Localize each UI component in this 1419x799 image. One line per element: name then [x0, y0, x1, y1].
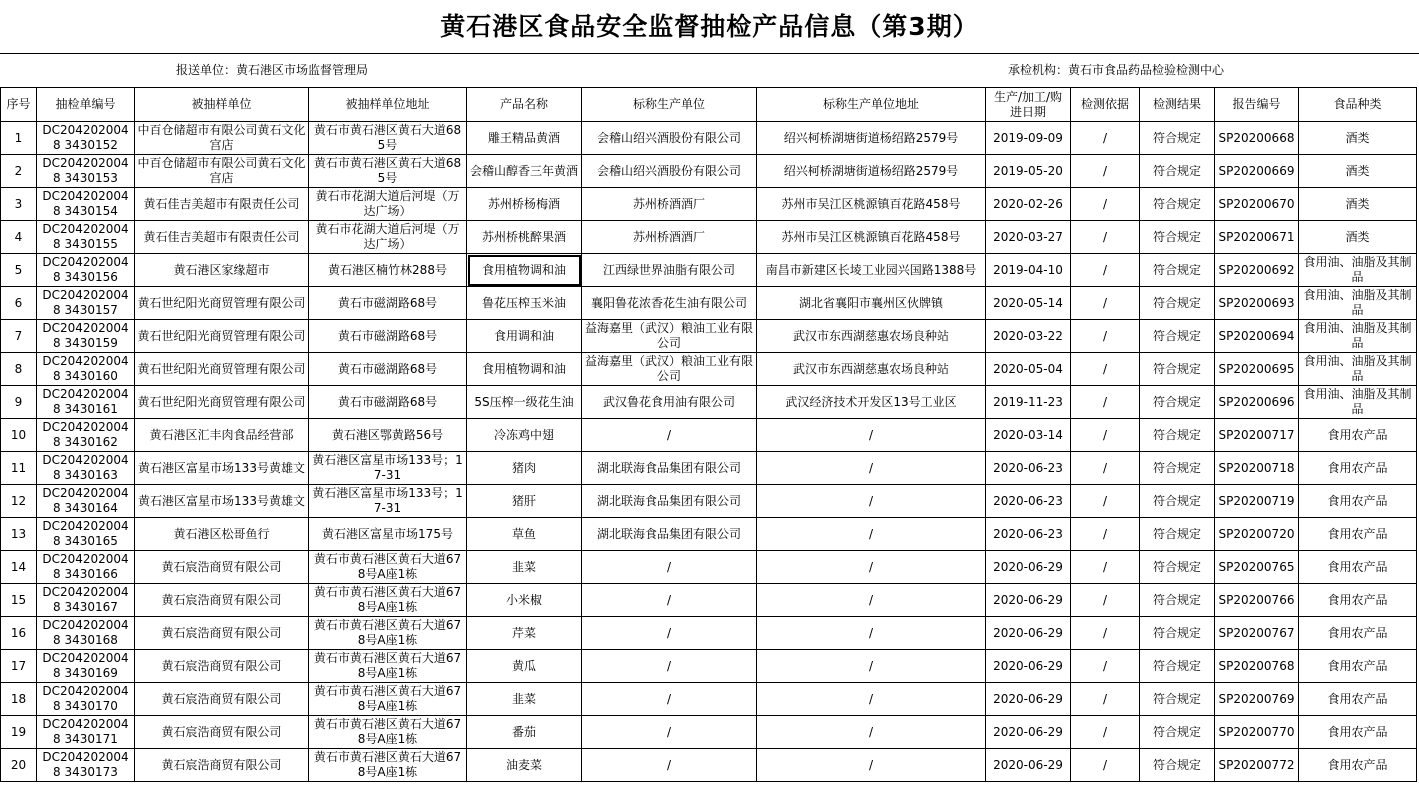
- column-header[interactable]: 标称生产单位: [582, 88, 757, 122]
- column-header[interactable]: 报告编号: [1215, 88, 1299, 122]
- table-cell[interactable]: 20: [1, 749, 37, 782]
- table-cell[interactable]: 黄石宸浩商贸有限公司: [135, 716, 309, 749]
- table-cell[interactable]: 会稽山醇香三年黄酒: [467, 155, 582, 188]
- table-cell[interactable]: 武汉市东西湖慈惠农场良种站: [757, 353, 986, 386]
- table-cell[interactable]: SP20200772: [1215, 749, 1299, 782]
- table-row: [1, 518, 1417, 551]
- table-cell[interactable]: 符合规定: [1140, 452, 1215, 485]
- table-cell[interactable]: SP20200668: [1215, 122, 1299, 155]
- table-cell[interactable]: 食用油、油脂及其制品: [1299, 254, 1417, 287]
- table-cell[interactable]: 中百仓储超市有限公司黄石文化宫店: [135, 155, 309, 188]
- table-cell[interactable]: 符合规定: [1140, 419, 1215, 452]
- table-cell[interactable]: 符合规定: [1140, 485, 1215, 518]
- table-cell[interactable]: 2019-11-23: [986, 386, 1071, 419]
- table-cell[interactable]: 食用农产品: [1299, 749, 1417, 782]
- table-cell[interactable]: DC2042020048 3430173: [37, 749, 135, 782]
- table-cell[interactable]: 襄阳鲁花浓香花生油有限公司: [582, 287, 757, 320]
- table-cell[interactable]: 符合规定: [1140, 122, 1215, 155]
- table-cell[interactable]: 黄石市黄石港区黄石大道678号A座1栋: [309, 683, 467, 716]
- table-cell[interactable]: /: [582, 419, 757, 452]
- table-cell[interactable]: 酒类: [1299, 188, 1417, 221]
- table-cell[interactable]: /: [757, 716, 986, 749]
- table-cell[interactable]: 8: [1, 353, 37, 386]
- table-cell[interactable]: 黄石市磁湖路68号: [309, 320, 467, 353]
- column-header[interactable]: 产品名称: [467, 88, 582, 122]
- table-cell[interactable]: 黄石港区松哥鱼行: [135, 518, 309, 551]
- table-cell[interactable]: 15: [1, 584, 37, 617]
- table-cell[interactable]: 16: [1, 617, 37, 650]
- table-cell[interactable]: 2020-06-29: [986, 749, 1071, 782]
- table-cell[interactable]: SP20200770: [1215, 716, 1299, 749]
- table-cell[interactable]: 食用植物调和油: [467, 254, 582, 287]
- table-row: [1, 221, 1417, 254]
- table-cell[interactable]: 18: [1, 683, 37, 716]
- table-cell[interactable]: SP20200765: [1215, 551, 1299, 584]
- table-cell[interactable]: 草鱼: [467, 518, 582, 551]
- table-cell[interactable]: /: [1071, 386, 1140, 419]
- table-cell[interactable]: 5: [1, 254, 37, 287]
- table-cell[interactable]: SP20200696: [1215, 386, 1299, 419]
- table-cell[interactable]: 黄石市黄石港区黄石大道678号A座1栋: [309, 716, 467, 749]
- table-cell[interactable]: DC2042020048 3430152: [37, 122, 135, 155]
- table-cell[interactable]: 2: [1, 155, 37, 188]
- table-cell[interactable]: /: [582, 617, 757, 650]
- table-cell[interactable]: 黄石市黄石港区黄石大道685号: [309, 155, 467, 188]
- table-cell[interactable]: 2019-09-09: [986, 122, 1071, 155]
- table-cell[interactable]: 符合规定: [1140, 254, 1215, 287]
- table-cell[interactable]: 黄石佳吉美超市有限责任公司: [135, 188, 309, 221]
- table-cell[interactable]: /: [757, 650, 986, 683]
- table-cell[interactable]: 黄石宸浩商贸有限公司: [135, 551, 309, 584]
- table-row: [1, 386, 1417, 419]
- table-cell[interactable]: 符合规定: [1140, 518, 1215, 551]
- table-cell[interactable]: 武汉经济技术开发区13号工业区: [757, 386, 986, 419]
- table-cell[interactable]: /: [1071, 320, 1140, 353]
- table-cell[interactable]: 酒类: [1299, 221, 1417, 254]
- table-cell[interactable]: 酒类: [1299, 122, 1417, 155]
- table-cell[interactable]: 食用农产品: [1299, 551, 1417, 584]
- table-cell[interactable]: 油麦菜: [467, 749, 582, 782]
- table-cell[interactable]: 苏州市吴江区桃源镇百花路458号: [757, 188, 986, 221]
- table-cell[interactable]: 食用植物调和油: [467, 353, 582, 386]
- table-cell[interactable]: 2020-06-23: [986, 518, 1071, 551]
- table-cell[interactable]: /: [1071, 452, 1140, 485]
- table-cell[interactable]: 黄石港区家缘超市: [135, 254, 309, 287]
- table-cell[interactable]: 黄石市黄石港区黄石大道678号A座1栋: [309, 617, 467, 650]
- table-cell[interactable]: /: [1071, 122, 1140, 155]
- table-cell[interactable]: 12: [1, 485, 37, 518]
- table-cell[interactable]: DC2042020048 3430154: [37, 188, 135, 221]
- table-cell[interactable]: 湖北联海食品集团有限公司: [582, 452, 757, 485]
- table-cell[interactable]: 黄石市花湖大道后河堤（万达广场）: [309, 188, 467, 221]
- table-cell[interactable]: 1: [1, 122, 37, 155]
- table-cell[interactable]: 江西绿世界油脂有限公司: [582, 254, 757, 287]
- table-cell[interactable]: 武汉市东西湖慈惠农场良种站: [757, 320, 986, 353]
- table-cell[interactable]: /: [582, 716, 757, 749]
- table-cell[interactable]: 绍兴柯桥湖塘街道杨绍路2579号: [757, 155, 986, 188]
- table-row: [1, 452, 1417, 485]
- table-cell[interactable]: /: [1071, 485, 1140, 518]
- table-cell[interactable]: /: [1071, 188, 1140, 221]
- table-cell[interactable]: 苏州桥桃醉果酒: [467, 221, 582, 254]
- table-cell[interactable]: 苏州市吴江区桃源镇百花路458号: [757, 221, 986, 254]
- table-cell[interactable]: /: [582, 683, 757, 716]
- table-cell[interactable]: 黄石市花湖大道后河堤（万达广场）: [309, 221, 467, 254]
- table-cell[interactable]: 益海嘉里（武汉）粮油工业有限公司: [582, 353, 757, 386]
- table-cell[interactable]: SP20200720: [1215, 518, 1299, 551]
- table-cell[interactable]: 黄石港区富星市场133号；17-31: [309, 485, 467, 518]
- table-cell[interactable]: 食用油、油脂及其制品: [1299, 320, 1417, 353]
- table-row: [1, 353, 1417, 386]
- table-cell[interactable]: /: [757, 485, 986, 518]
- table-cell[interactable]: DC2042020048 3430164: [37, 485, 135, 518]
- table-cell[interactable]: 湖北联海食品集团有限公司: [582, 518, 757, 551]
- table-cell[interactable]: 17: [1, 650, 37, 683]
- table-cell[interactable]: 14: [1, 551, 37, 584]
- table-cell[interactable]: /: [757, 749, 986, 782]
- table-cell[interactable]: 猪肝: [467, 485, 582, 518]
- table-cell[interactable]: 黄石佳吉美超市有限责任公司: [135, 221, 309, 254]
- table-cell[interactable]: 2020-06-29: [986, 683, 1071, 716]
- table-cell[interactable]: DC2042020048 3430157: [37, 287, 135, 320]
- table-cell[interactable]: 2020-06-23: [986, 452, 1071, 485]
- table-cell[interactable]: /: [1071, 155, 1140, 188]
- table-cell[interactable]: /: [582, 749, 757, 782]
- table-cell[interactable]: 食用农产品: [1299, 452, 1417, 485]
- table-cell[interactable]: SP20200766: [1215, 584, 1299, 617]
- table-cell[interactable]: 2020-03-22: [986, 320, 1071, 353]
- table-cell[interactable]: 黄石宸浩商贸有限公司: [135, 749, 309, 782]
- column-header[interactable]: 生产/加工/购进日期: [986, 88, 1071, 122]
- table-cell[interactable]: 19: [1, 716, 37, 749]
- table-cell[interactable]: /: [757, 683, 986, 716]
- table-cell[interactable]: /: [1071, 584, 1140, 617]
- table-row: [1, 122, 1417, 155]
- table-cell[interactable]: SP20200692: [1215, 254, 1299, 287]
- table-cell[interactable]: 黄石宸浩商贸有限公司: [135, 584, 309, 617]
- table-cell[interactable]: /: [1071, 254, 1140, 287]
- table-cell[interactable]: 黄石港区汇丰肉食品经营部: [135, 419, 309, 452]
- table-cell[interactable]: 2019-05-20: [986, 155, 1071, 188]
- table-cell[interactable]: 黄瓜: [467, 650, 582, 683]
- table-cell[interactable]: 猪肉: [467, 452, 582, 485]
- table-cell[interactable]: /: [757, 518, 986, 551]
- table-cell[interactable]: 黄石港区富星市场133号黄雄文: [135, 452, 309, 485]
- table-cell[interactable]: DC2042020048 3430166: [37, 551, 135, 584]
- table-cell[interactable]: 符合规定: [1140, 716, 1215, 749]
- table-cell[interactable]: DC2042020048 3430153: [37, 155, 135, 188]
- table-row: [1, 320, 1417, 353]
- table-cell[interactable]: 2020-06-29: [986, 716, 1071, 749]
- table-cell[interactable]: 2020-03-14: [986, 419, 1071, 452]
- submitter-label[interactable]: 报送单位：黄石港区市场监督管理局: [176, 63, 369, 77]
- table-cell[interactable]: 食用农产品: [1299, 584, 1417, 617]
- table-cell[interactable]: 2020-06-29: [986, 617, 1071, 650]
- table-cell[interactable]: 黄石市黄石港区黄石大道678号A座1栋: [309, 749, 467, 782]
- table-cell[interactable]: 黄石市磁湖路68号: [309, 386, 467, 419]
- table-cell[interactable]: 10: [1, 419, 37, 452]
- table-cell[interactable]: 符合规定: [1140, 650, 1215, 683]
- table-cell[interactable]: 苏州桥杨梅酒: [467, 188, 582, 221]
- table-cell[interactable]: SP20200669: [1215, 155, 1299, 188]
- table-cell[interactable]: 黄石港区楠竹林288号: [309, 254, 467, 287]
- table-cell[interactable]: /: [1071, 419, 1140, 452]
- table-cell[interactable]: /: [1071, 749, 1140, 782]
- table-cell[interactable]: 7: [1, 320, 37, 353]
- table-cell[interactable]: DC2042020048 3430168: [37, 617, 135, 650]
- table-cell[interactable]: 食用油、油脂及其制品: [1299, 386, 1417, 419]
- table-cell[interactable]: 食用农产品: [1299, 716, 1417, 749]
- table-cell[interactable]: 黄石世纪阳光商贸管理有限公司: [135, 386, 309, 419]
- table-cell[interactable]: DC2042020048 3430167: [37, 584, 135, 617]
- table-cell[interactable]: 13: [1, 518, 37, 551]
- table-cell[interactable]: /: [1071, 221, 1140, 254]
- table-cell[interactable]: /: [1071, 287, 1140, 320]
- table-cell[interactable]: 4: [1, 221, 37, 254]
- table-cell[interactable]: /: [582, 584, 757, 617]
- table-cell[interactable]: SP20200694: [1215, 320, 1299, 353]
- table-cell[interactable]: 黄石宸浩商贸有限公司: [135, 683, 309, 716]
- table-cell[interactable]: 符合规定: [1140, 287, 1215, 320]
- sheet-title[interactable]: 黄石港区食品安全监督抽检产品信息（第3期）: [440, 12, 979, 41]
- table-cell[interactable]: 黄石宸浩商贸有限公司: [135, 650, 309, 683]
- table-cell[interactable]: 食用农产品: [1299, 485, 1417, 518]
- table-row: [1, 254, 1417, 287]
- table-cell[interactable]: 黄石港区富星市场175号: [309, 518, 467, 551]
- table-cell[interactable]: 黄石市黄石港区黄石大道678号A座1栋: [309, 584, 467, 617]
- table-cell[interactable]: 中百仓储超市有限公司黄石文化宫店: [135, 122, 309, 155]
- table-cell[interactable]: DC2042020048 3430155: [37, 221, 135, 254]
- table-cell[interactable]: /: [757, 617, 986, 650]
- table-cell[interactable]: 黄石市黄石港区黄石大道678号A座1栋: [309, 650, 467, 683]
- table-cell[interactable]: SP20200693: [1215, 287, 1299, 320]
- table-cell[interactable]: 符合规定: [1140, 320, 1215, 353]
- column-header[interactable]: 标称生产单位地址: [757, 88, 986, 122]
- table-cell[interactable]: 2020-05-14: [986, 287, 1071, 320]
- table-row: [1, 419, 1417, 452]
- table-cell[interactable]: 符合规定: [1140, 353, 1215, 386]
- table-cell[interactable]: 黄石港区富星市场133号；17-31: [309, 452, 467, 485]
- table-row: [1, 749, 1417, 782]
- table-cell[interactable]: DC2042020048 3430171: [37, 716, 135, 749]
- table-cell[interactable]: /: [1071, 518, 1140, 551]
- table-row: [1, 683, 1417, 716]
- table-cell[interactable]: 食用农产品: [1299, 518, 1417, 551]
- table-cell[interactable]: 绍兴柯桥湖塘街道杨绍路2579号: [757, 122, 986, 155]
- table-cell[interactable]: DC2042020048 3430161: [37, 386, 135, 419]
- table-cell[interactable]: DC2042020048 3430170: [37, 683, 135, 716]
- column-header[interactable]: 检测结果: [1140, 88, 1215, 122]
- table-row: [1, 617, 1417, 650]
- table-cell[interactable]: 符合规定: [1140, 749, 1215, 782]
- table-cell[interactable]: /: [1071, 650, 1140, 683]
- table-cell[interactable]: 黄石世纪阳光商贸管理有限公司: [135, 353, 309, 386]
- table-cell[interactable]: 会稽山绍兴酒股份有限公司: [582, 155, 757, 188]
- table-cell[interactable]: 鲁花压榨玉米油: [467, 287, 582, 320]
- table-cell[interactable]: /: [757, 584, 986, 617]
- table-cell[interactable]: 南昌市新建区长堎工业园兴国路1388号: [757, 254, 986, 287]
- table-cell[interactable]: 符合规定: [1140, 683, 1215, 716]
- table-cell[interactable]: 2020-06-29: [986, 584, 1071, 617]
- table-cell[interactable]: SP20200717: [1215, 419, 1299, 452]
- table-cell[interactable]: SP20200670: [1215, 188, 1299, 221]
- table-cell[interactable]: 黄石市磁湖路68号: [309, 353, 467, 386]
- table-cell[interactable]: 黄石市磁湖路68号: [309, 287, 467, 320]
- table-row: [1, 551, 1417, 584]
- table-cell[interactable]: 黄石港区鄂黄路56号: [309, 419, 467, 452]
- table-cell[interactable]: 苏州桥酒酒厂: [582, 188, 757, 221]
- table-row: [1, 485, 1417, 518]
- table-cell[interactable]: 3: [1, 188, 37, 221]
- table-cell[interactable]: DC2042020048 3430163: [37, 452, 135, 485]
- table-cell[interactable]: DC2042020048 3430162: [37, 419, 135, 452]
- table-row: [1, 155, 1417, 188]
- inspection-table: [0, 87, 1417, 782]
- table-body: [1, 122, 1417, 782]
- table-cell[interactable]: 符合规定: [1140, 386, 1215, 419]
- column-header[interactable]: 被抽样单位地址: [309, 88, 467, 122]
- table-cell[interactable]: 食用农产品: [1299, 650, 1417, 683]
- table-cell[interactable]: 符合规定: [1140, 221, 1215, 254]
- table-cell[interactable]: 食用油、油脂及其制品: [1299, 353, 1417, 386]
- table-cell[interactable]: /: [1071, 353, 1140, 386]
- table-cell[interactable]: 番茄: [467, 716, 582, 749]
- table-cell[interactable]: /: [582, 551, 757, 584]
- table-cell[interactable]: 6: [1, 287, 37, 320]
- table-cell[interactable]: 黄石市黄石港区黄石大道678号A座1栋: [309, 551, 467, 584]
- table-cell[interactable]: 食用农产品: [1299, 683, 1417, 716]
- table-cell[interactable]: 食用农产品: [1299, 617, 1417, 650]
- table-cell[interactable]: 2020-03-27: [986, 221, 1071, 254]
- table-cell[interactable]: 2019-04-10: [986, 254, 1071, 287]
- table-cell[interactable]: 符合规定: [1140, 551, 1215, 584]
- column-header[interactable]: 抽检单编号: [37, 88, 135, 122]
- table-cell[interactable]: 黄石世纪阳光商贸管理有限公司: [135, 287, 309, 320]
- column-header[interactable]: 检测依据: [1071, 88, 1140, 122]
- table-cell[interactable]: /: [1071, 617, 1140, 650]
- table-cell[interactable]: 芹菜: [467, 617, 582, 650]
- table-cell[interactable]: /: [757, 419, 986, 452]
- table-cell[interactable]: 雕王精品黄酒: [467, 122, 582, 155]
- table-cell[interactable]: 冷冻鸡中翅: [467, 419, 582, 452]
- table-cell[interactable]: 湖北联海食品集团有限公司: [582, 485, 757, 518]
- table-cell[interactable]: SP20200671: [1215, 221, 1299, 254]
- table-cell[interactable]: 11: [1, 452, 37, 485]
- table-cell[interactable]: /: [1071, 683, 1140, 716]
- table-cell[interactable]: SP20200695: [1215, 353, 1299, 386]
- table-cell[interactable]: SP20200719: [1215, 485, 1299, 518]
- table-row: [1, 584, 1417, 617]
- table-cell[interactable]: DC2042020048 3430169: [37, 650, 135, 683]
- column-header[interactable]: 被抽样单位: [135, 88, 309, 122]
- table-cell[interactable]: 韭菜: [467, 551, 582, 584]
- table-cell[interactable]: 食用油、油脂及其制品: [1299, 287, 1417, 320]
- table-cell[interactable]: 符合规定: [1140, 188, 1215, 221]
- column-header[interactable]: 食品种类: [1299, 88, 1417, 122]
- table-cell[interactable]: 小米椒: [467, 584, 582, 617]
- column-header[interactable]: 序号: [1, 88, 37, 122]
- table-cell[interactable]: /: [757, 551, 986, 584]
- table-row: [1, 188, 1417, 221]
- table-cell[interactable]: SP20200718: [1215, 452, 1299, 485]
- table-row: [1, 716, 1417, 749]
- table-cell[interactable]: 会稽山绍兴酒股份有限公司: [582, 122, 757, 155]
- table-cell[interactable]: 武汉鲁花食用油有限公司: [582, 386, 757, 419]
- header-row: [1, 88, 1417, 122]
- table-cell[interactable]: 2020-06-29: [986, 551, 1071, 584]
- table-cell[interactable]: 2020-06-29: [986, 650, 1071, 683]
- table-cell[interactable]: 黄石世纪阳光商贸管理有限公司: [135, 320, 309, 353]
- table-cell[interactable]: 酒类: [1299, 155, 1417, 188]
- table-cell[interactable]: 9: [1, 386, 37, 419]
- table-cell[interactable]: DC2042020048 3430165: [37, 518, 135, 551]
- table-cell[interactable]: 韭菜: [467, 683, 582, 716]
- table-cell[interactable]: 符合规定: [1140, 584, 1215, 617]
- table-row: [1, 650, 1417, 683]
- table-cell[interactable]: 2020-06-23: [986, 485, 1071, 518]
- table-cell[interactable]: 益海嘉里（武汉）粮油工业有限公司: [582, 320, 757, 353]
- table-cell[interactable]: 食用调和油: [467, 320, 582, 353]
- table-row: [1, 287, 1417, 320]
- table-cell[interactable]: 2020-02-26: [986, 188, 1071, 221]
- table-cell[interactable]: 2020-05-04: [986, 353, 1071, 386]
- table-cell[interactable]: /: [1071, 716, 1140, 749]
- table-cell[interactable]: /: [582, 650, 757, 683]
- table-cell[interactable]: DC2042020048 3430156: [37, 254, 135, 287]
- table-cell[interactable]: /: [757, 452, 986, 485]
- table-cell[interactable]: 符合规定: [1140, 155, 1215, 188]
- table-cell[interactable]: 符合规定: [1140, 617, 1215, 650]
- table-cell[interactable]: DC2042020048 3430160: [37, 353, 135, 386]
- table-cell[interactable]: SP20200767: [1215, 617, 1299, 650]
- table-cell[interactable]: /: [1071, 551, 1140, 584]
- table-cell[interactable]: 黄石宸浩商贸有限公司: [135, 617, 309, 650]
- table-cell[interactable]: 苏州桥酒酒厂: [582, 221, 757, 254]
- table-cell[interactable]: 湖北省襄阳市襄州区伙牌镇: [757, 287, 986, 320]
- table-cell[interactable]: 5S压榨一级花生油: [467, 386, 582, 419]
- inspector-label[interactable]: 承检机构：黄石市食品药品检验检测中心: [1008, 63, 1225, 77]
- table-cell[interactable]: SP20200769: [1215, 683, 1299, 716]
- table-cell[interactable]: DC2042020048 3430159: [37, 320, 135, 353]
- table-cell[interactable]: 食用农产品: [1299, 419, 1417, 452]
- table-cell[interactable]: 黄石市黄石港区黄石大道685号: [309, 122, 467, 155]
- table-cell[interactable]: SP20200768: [1215, 650, 1299, 683]
- table-cell[interactable]: 黄石港区富星市场133号黄雄文: [135, 485, 309, 518]
